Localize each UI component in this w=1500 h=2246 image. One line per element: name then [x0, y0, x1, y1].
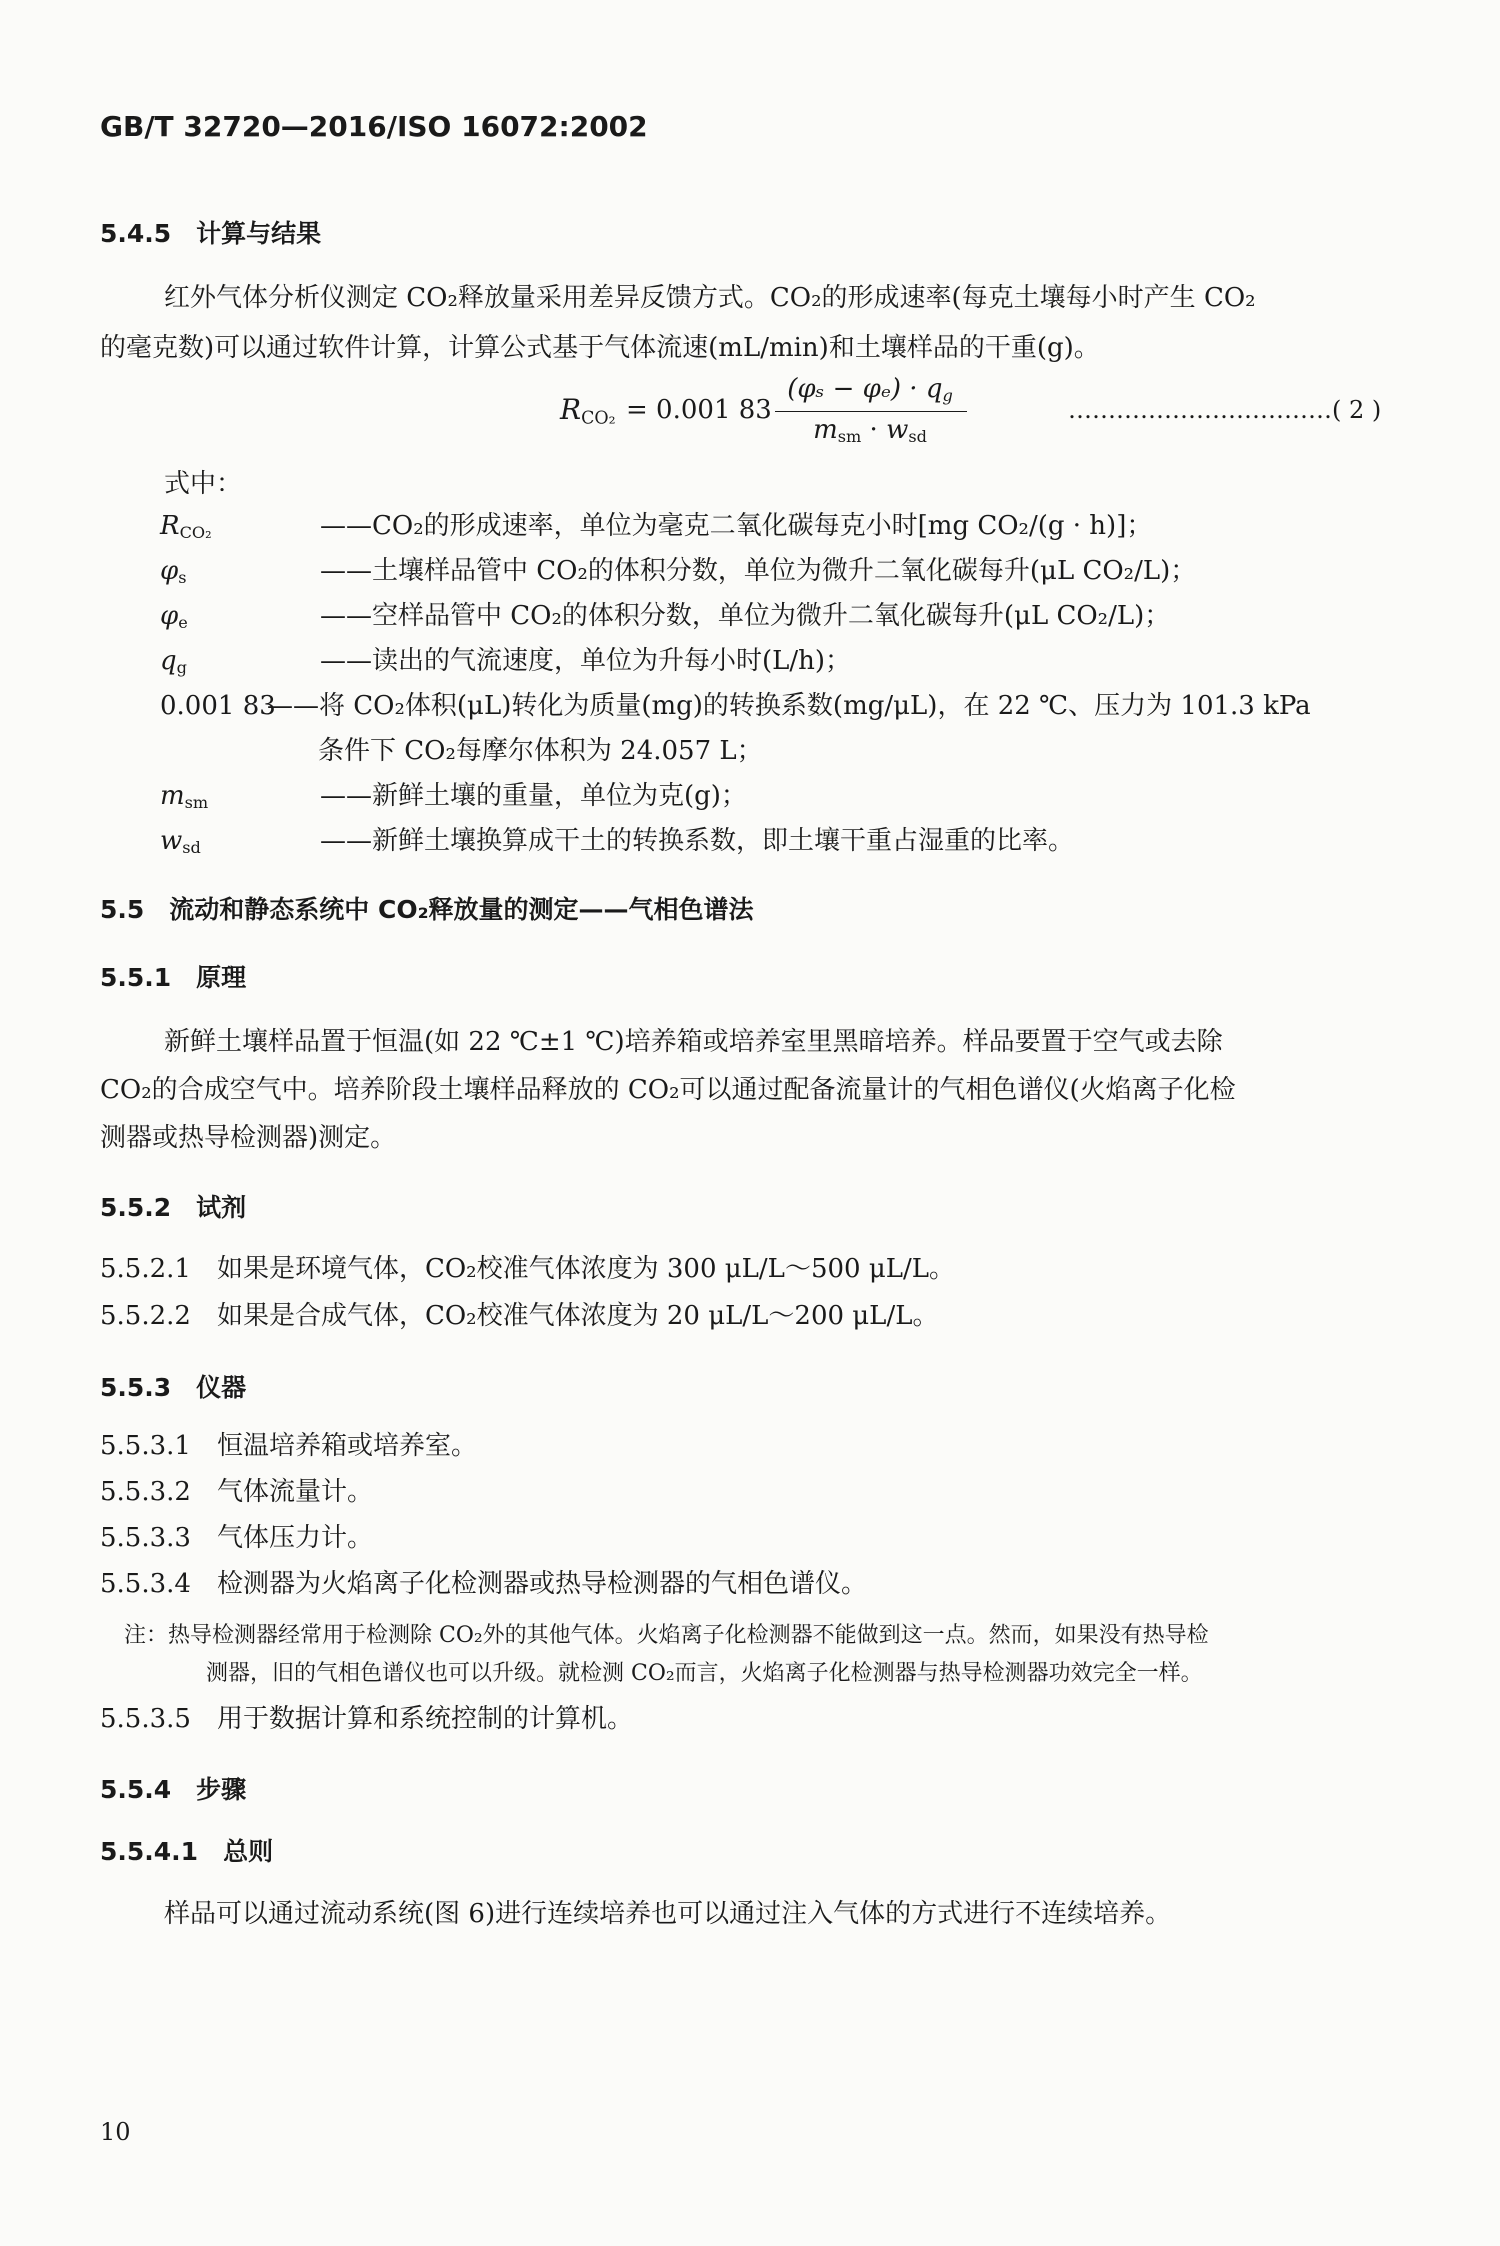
formula-numerator: $(\varphi_s - \varphi_e) \cdot q_g$ — [787, 374, 953, 406]
clause-5-5-2-2: 5.5.2.2 如果是合成气体，CO₂校准气体浓度为 20 μL/L～200 μL/L。 — [100, 1301, 939, 1331]
equation-number: ……………………………( 2 ) — [1068, 396, 1382, 424]
paragraph-line: 新鲜土壤样品置于恒温(如 22 ℃±1 ℃)培养箱或培养室里黑暗培养。样品要置于空气或去除 — [164, 1027, 1223, 1057]
definition-text: ——空样品管中 CO₂的体积分数，单位为微升二氧化碳每升(μL CO₂/L)； — [320, 601, 1171, 631]
definition-row: $R_{CO_2}$ — [160, 511, 212, 543]
section-heading-5-5-1: 5.5.1 原理 — [100, 963, 247, 992]
section-heading-5-5-4: 5.5.4 步骤 — [100, 1775, 247, 1804]
paragraph-line: 的毫克数)可以通过软件计算，计算公式基于气体流速(mL/min)和土壤样品的干重(g)。 — [100, 333, 1100, 363]
definition-text: ——将 CO₂体积(μL)转化为质量(mg)的转换系数(mg/μL)，在 22 ℃、压力为 101.3 kPa — [267, 691, 1311, 721]
paragraph-line: 红外气体分析仪测定 CO₂释放量采用差异反馈方式。CO₂的形成速率(每克土壤每小时产生 CO₂ — [164, 283, 1256, 313]
definition-text: ——新鲜土壤换算成干土的转换系数，即土壤干重占湿重的比率。 — [320, 826, 1075, 856]
page-number: 10 — [100, 2118, 131, 2146]
paragraph-line: CO₂的合成空气中。培养阶段土壤样品释放的 CO₂可以通过配备流量计的气相色谱仪(火焰离子化检 — [100, 1075, 1236, 1105]
note-line: 注：热导检测器经常用于检测除 CO₂外的其他气体。火焰离子化检测器不能做到这一点。然而，如果没有热导检 — [124, 1623, 1209, 1648]
section-heading-5-5-3: 5.5.3 仪器 — [100, 1373, 247, 1402]
clause-5-5-3-4: 5.5.3.4 检测器为火焰离子化检测器或热导检测器的气相色谱仪。 — [100, 1569, 867, 1599]
clause-5-5-3-5: 5.5.3.5 用于数据计算和系统控制的计算机。 — [100, 1704, 633, 1734]
paragraph-line: 测器或热导检测器)测定。 — [100, 1123, 397, 1153]
where-label: 式中： — [164, 469, 243, 499]
paragraph-line: 样品可以通过流动系统(图 6)进行连续培养也可以通过注入气体的方式进行不连续培养。 — [164, 1899, 1172, 1929]
definition-row: $\varphi_e$ — [160, 601, 188, 633]
definition-text: ——新鲜土壤的重量，单位为克(g)； — [320, 781, 747, 811]
formula-constant: = 0.001 83 — [626, 395, 772, 425]
section-heading-5-5-2: 5.5.2 试剂 — [100, 1193, 247, 1222]
definition-text: ——CO₂的形成速率，单位为毫克二氧化碳每克小时[mg CO₂/(g · h)]； — [320, 511, 1153, 541]
clause-5-5-3-2: 5.5.3.2 气体流量计。 — [100, 1477, 373, 1507]
definition-row: $m_{sm}$ — [160, 781, 209, 813]
clause-5-5-2-1: 5.5.2.1 如果是环境气体，CO₂校准气体浓度为 300 μL/L～500 μL/L。 — [100, 1254, 956, 1284]
definition-row: $q_g$ — [160, 646, 187, 678]
definition-row: $\varphi_s$ — [160, 556, 187, 588]
section-heading-5-5-4-1: 5.5.4.1 总则 — [100, 1837, 274, 1866]
formula-lhs: $R_{CO_2}$ — [560, 393, 616, 429]
definition-text: ——读出的气流速度，单位为升每小时(L/h)； — [320, 646, 852, 676]
section-heading-5-4-5: 5.4.5 计算与结果 — [100, 219, 322, 248]
note-line: 测器，旧的气相色谱仪也可以升级。就检测 CO₂而言，火焰离子化检测器与热导检测器功效完全一样。 — [206, 1661, 1203, 1686]
formula-denominator: $m_{sm} \cdot w_{sd}$ — [813, 415, 927, 447]
definition-text: ——土壤样品管中 CO₂的体积分数，单位为微升二氧化碳每升(μL CO₂/L)； — [320, 556, 1197, 586]
standard-id: GB/T 32720—2016/ISO 16072:2002 — [100, 110, 648, 143]
definition-row: 0.001 83 — [160, 691, 276, 721]
section-heading-5-5: 5.5 流动和静态系统中 CO₂释放量的测定——气相色谱法 — [100, 895, 754, 924]
definition-text-cont: 条件下 CO₂每摩尔体积为 24.057 L； — [318, 736, 763, 766]
clause-5-5-3-3: 5.5.3.3 气体压力计。 — [100, 1523, 373, 1553]
definition-row: $w_{sd}$ — [160, 826, 201, 858]
clause-5-5-3-1: 5.5.3.1 恒温培养箱或培养室。 — [100, 1431, 477, 1461]
fraction-bar — [775, 411, 967, 412]
